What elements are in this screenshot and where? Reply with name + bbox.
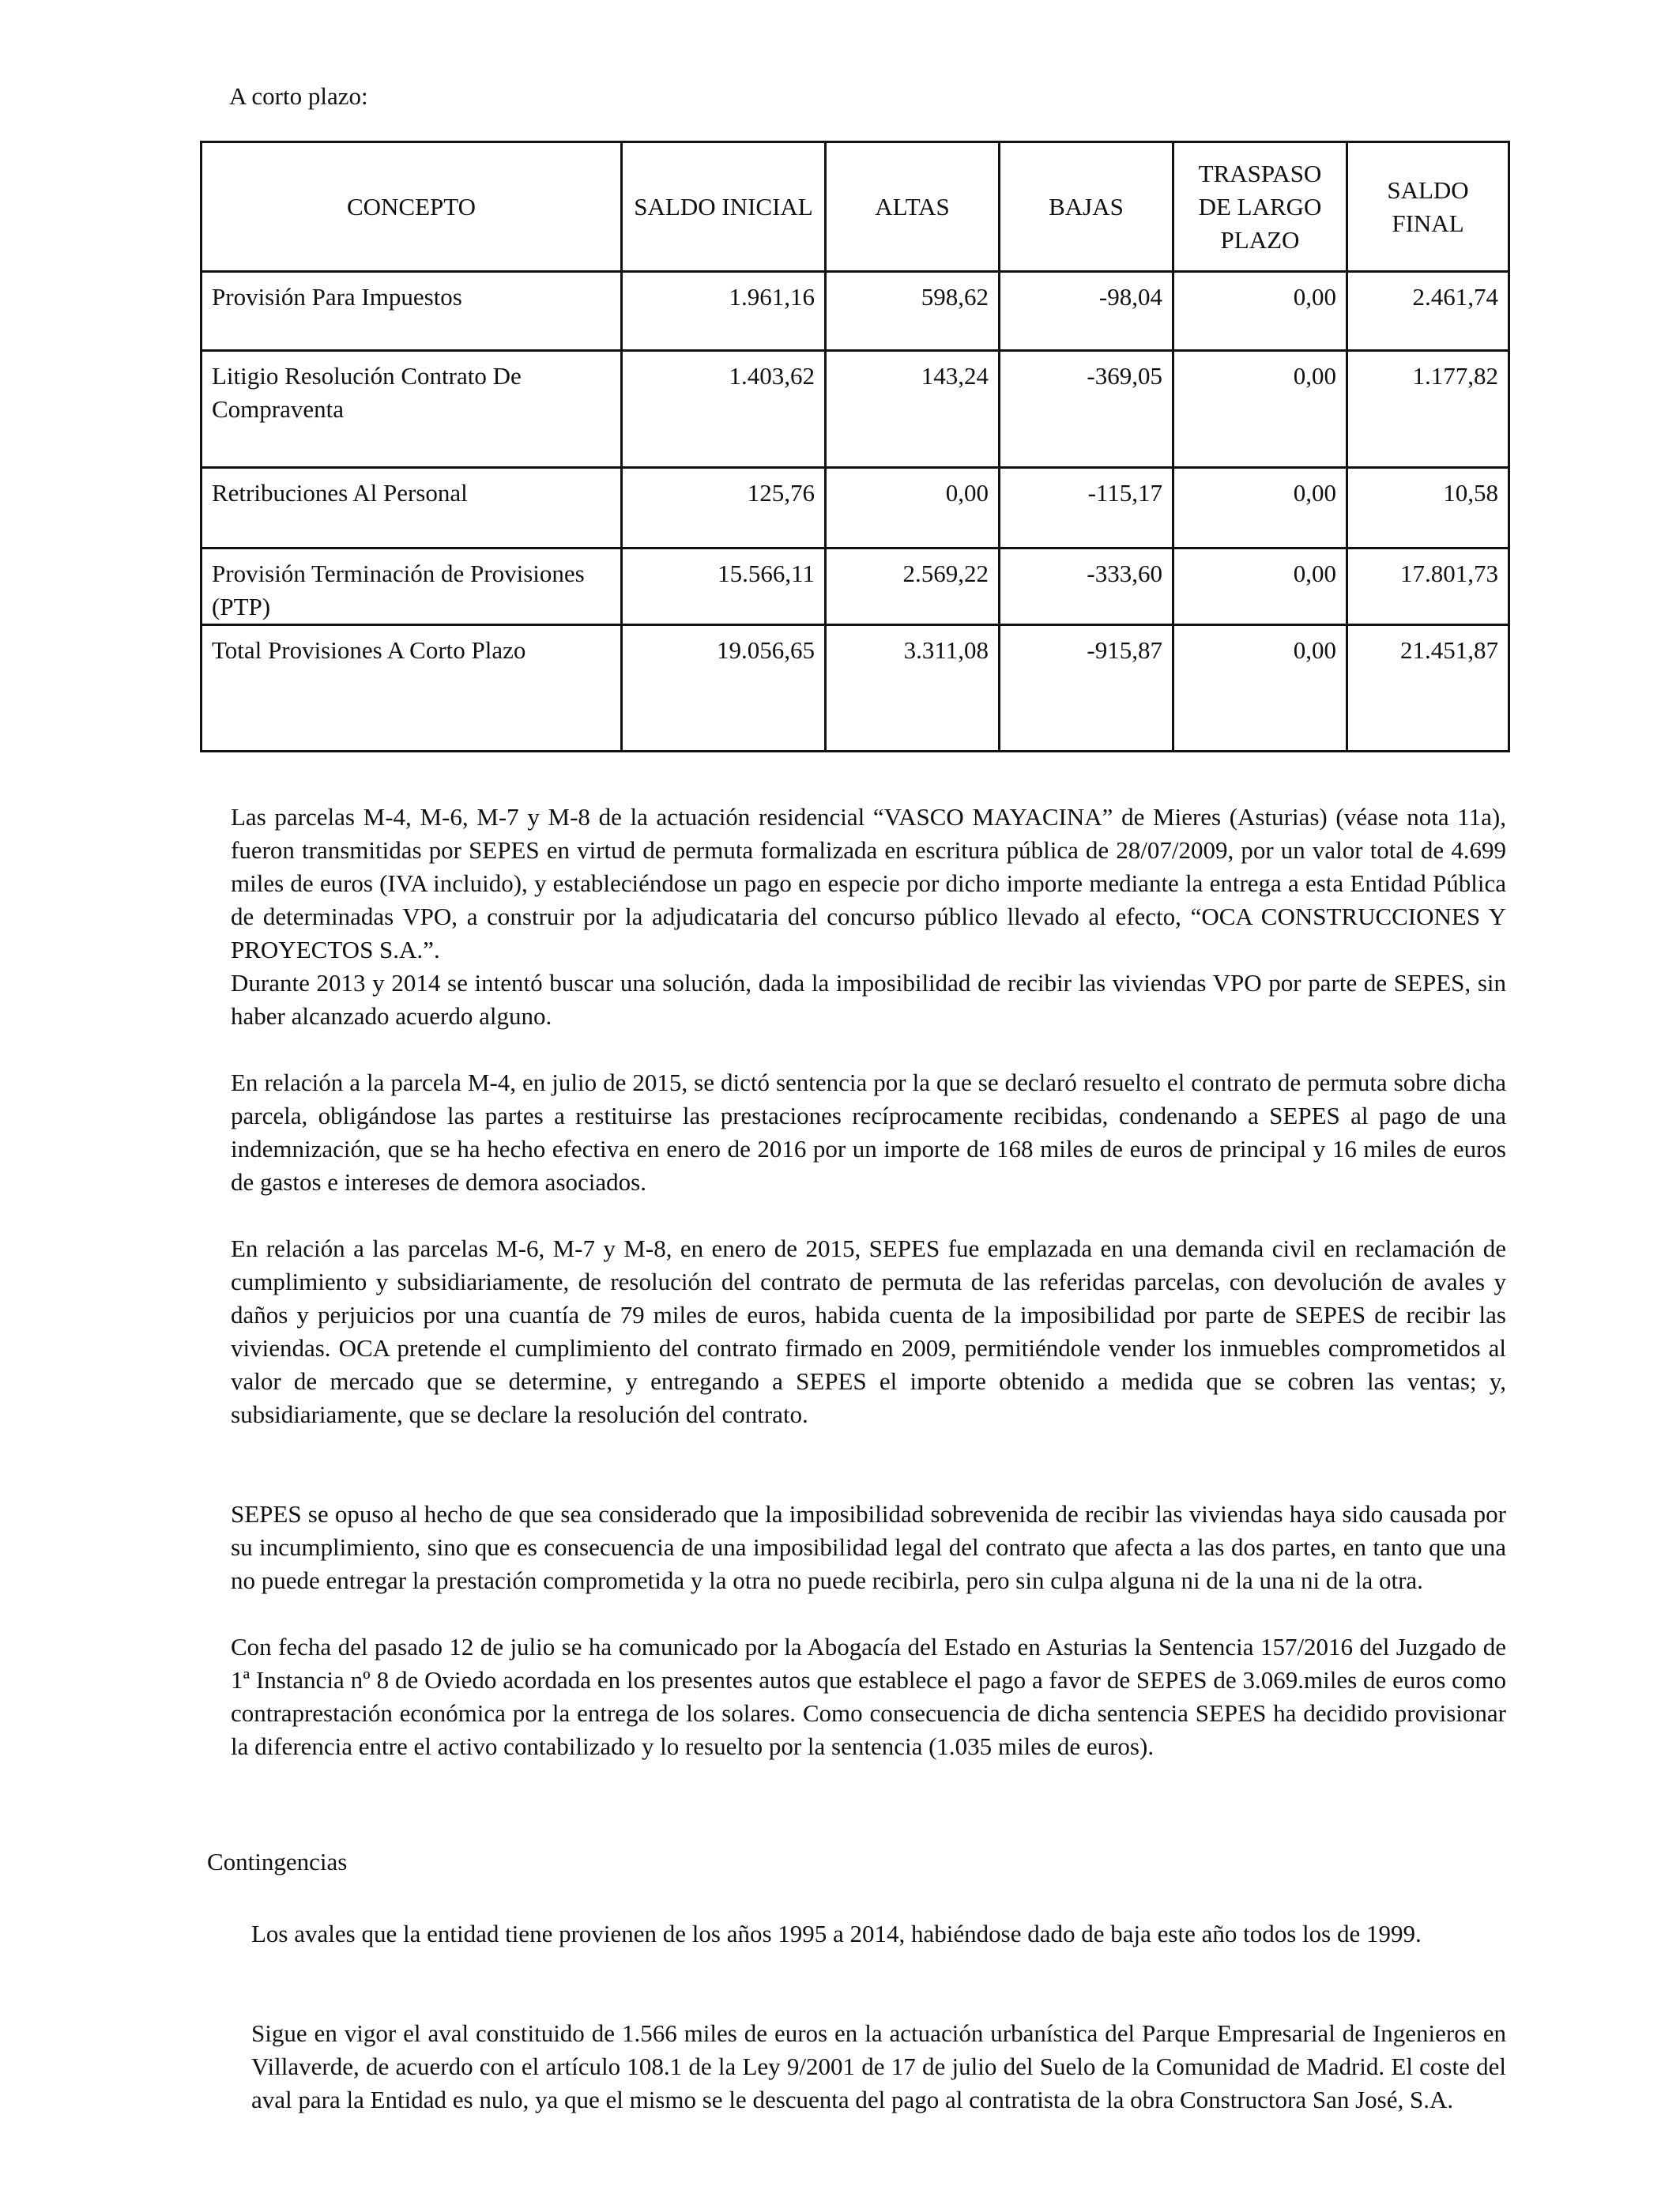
provisions-table xyxy=(200,141,1510,752)
row-traspaso: 0,00 xyxy=(1173,548,1347,625)
header-altas: ALTAS xyxy=(826,142,1000,272)
table-row xyxy=(202,468,1509,548)
paragraph-parcelas-m6-m7-m8: En relación a las parcelas M-6, M-7 y M-8, en enero de 2015, SEPES fue emplazada en una demanda civil en reclamación de cumplimiento y subsidiariamente, de resolución del contrato de permuta de las referidas parcelas, con devolución de avales y daños y perjuicios por una cuantía de 79 miles de euros, habida cuenta de la imposibilidad por parte de SEPES de recibir las viviendas. OCA pretende el cumplimiento del contrato firmado en 2009, permitiéndole vender los inmuebles comprometidos al valor de mercado que se determine, y entregando a SEPES el importe obtenido a medida que se cobren las ventas; y, subsidiariamente, que se declare la resolución del contrato. xyxy=(231,1235,1506,1428)
paragraph-sepes-opuso: SEPES se opuso al hecho de que sea considerado que la imposibilidad sobrevenida de recibir las viviendas haya sido causada por su incumplimiento, sino que es consecuencia de una imposibilidad legal del contrato que afecta a las dos partes, en tanto que una no puede entregar la prestación comprometida y la otra no puede recibirla, pero sin culpa alguna ni de la una ni de la otra. xyxy=(231,1500,1506,1594)
row-bajas: -98,04 xyxy=(1000,272,1173,351)
row-traspaso: 0,00 xyxy=(1173,625,1347,752)
row-saldo-final: 10,58 xyxy=(1347,468,1509,548)
row-bajas: -369,05 xyxy=(1000,351,1173,468)
row-saldo-final: 2.461,74 xyxy=(1347,272,1509,351)
header-saldo-final: SALDO FINAL xyxy=(1347,142,1509,272)
row-concept: Total Provisiones A Corto Plazo xyxy=(202,625,622,752)
row-altas: 2.569,22 xyxy=(826,548,1000,625)
row-traspaso: 0,00 xyxy=(1173,272,1347,351)
row-bajas: -333,60 xyxy=(1000,548,1173,625)
row-concept: Retribuciones Al Personal xyxy=(202,468,622,548)
paragraph-sentencia: Con fecha del pasado 12 de julio se ha comunicado por la Abogacía del Estado en Asturias la Sentencia 157/2016 del Juzgado de 1ª Instancia nº 8 de Oviedo acordada en los presentes autos que establece el pago a favor de SEPES de 3.069.miles de euros como contraprestación económica por la entrega de los solares. Como consecuencia de dicha sentencia SEPES ha decidido provisionar la diferencia entre el activo contabilizado y lo resuelto por la sentencia (1.035 miles de euros). xyxy=(231,1633,1506,1760)
row-saldo-final: 21.451,87 xyxy=(1347,625,1509,752)
header-traspaso: TRASPASO DE LARGO PLAZO xyxy=(1173,142,1347,272)
row-concept: Provisión Para Impuestos xyxy=(202,272,622,351)
row-saldo-inicial: 125,76 xyxy=(622,468,826,548)
paragraph-durante-2013: Durante 2013 y 2014 se intentó buscar una solución, dada la imposibilidad de recibir las viviendas VPO por parte de SEPES, sin haber alcanzado acuerdo alguno. xyxy=(231,969,1506,1030)
row-traspaso: 0,00 xyxy=(1173,351,1347,468)
table-row xyxy=(202,351,1509,468)
paragraph-avales: Los avales que la entidad tiene provienen de los años 1995 a 2014, habiéndose dado de baja este año todos los de 1999. xyxy=(251,1920,1422,1947)
header-concepto: CONCEPTO xyxy=(202,142,622,272)
row-altas: 143,24 xyxy=(826,351,1000,468)
table-row xyxy=(202,272,1509,351)
row-saldo-final: 1.177,82 xyxy=(1347,351,1509,468)
row-saldo-inicial: 1.403,62 xyxy=(622,351,826,468)
table-header-row xyxy=(202,142,1509,272)
row-saldo-inicial: 1.961,16 xyxy=(622,272,826,351)
paragraph-aval-vigor: Sigue en vigor el aval constituido de 1.566 miles de euros en la actuación urbanística del Parque Empresarial de Ingenieros en Villaverde, de acuerdo con el artículo 108.1 de la Ley 9/2001 de 17 de julio del Suelo de la Comunidad de Madrid. El coste del aval para la Entidad es nulo, ya que el mismo se le descuenta del pago al contratista de la obra Constructora San José, S.A. xyxy=(251,2019,1506,2113)
row-saldo-final: 17.801,73 xyxy=(1347,548,1509,625)
row-bajas: -915,87 xyxy=(1000,625,1173,752)
row-saldo-inicial: 19.056,65 xyxy=(622,625,826,752)
row-traspaso: 0,00 xyxy=(1173,468,1347,548)
row-altas: 0,00 xyxy=(826,468,1000,548)
contingencies-heading: Contingencias xyxy=(207,1848,348,1875)
paragraph-parcelas: Las parcelas M-4, M-6, M-7 y M-8 de la actuación residencial “VASCO MAYACINA” de Mieres (Asturias) (véase nota 11a), fueron transmitidas por SEPES en virtud de permuta formalizada en escritura pública de 28/07/2009, por un valor total de 4.699 miles de euros (IVA incluido), y estableciéndose un pago en especie por dicho importe mediante la entrega a esta Entidad Pública de determinadas VPO, a construir por la adjudicataria del concurso público llevado al efecto, “OCA CONSTRUCCIONES Y PROYECTOS S.A.”. xyxy=(231,803,1506,963)
table-total-row xyxy=(202,625,1509,752)
paragraph-parcela-m4: En relación a la parcela M-4, en julio de 2015, se dictó sentencia por la que se declaró resuelto el contrato de permuta sobre dicha parcela, obligándose las partes a restituirse las prestaciones recíprocamente recibidas, condenando a SEPES al pago de una indemnización, que se ha hecho efectiva en enero de 2016 por un importe de 168 miles de euros de principal y 16 miles de euros de gastos e intereses de demora asociados. xyxy=(231,1069,1506,1196)
short-term-heading: A corto plazo: xyxy=(229,82,368,110)
row-altas: 3.311,08 xyxy=(826,625,1000,752)
header-saldo-inicial: SALDO INICIAL xyxy=(622,142,826,272)
header-bajas: BAJAS xyxy=(1000,142,1173,272)
table-row xyxy=(202,548,1509,625)
row-concept: Litigio Resolución Contrato De Compraventa xyxy=(202,351,622,468)
row-altas: 598,62 xyxy=(826,272,1000,351)
row-bajas: -115,17 xyxy=(1000,468,1173,548)
row-saldo-inicial: 15.566,11 xyxy=(622,548,826,625)
row-concept: Provisión Terminación de Provisiones (PTP) xyxy=(202,548,622,625)
